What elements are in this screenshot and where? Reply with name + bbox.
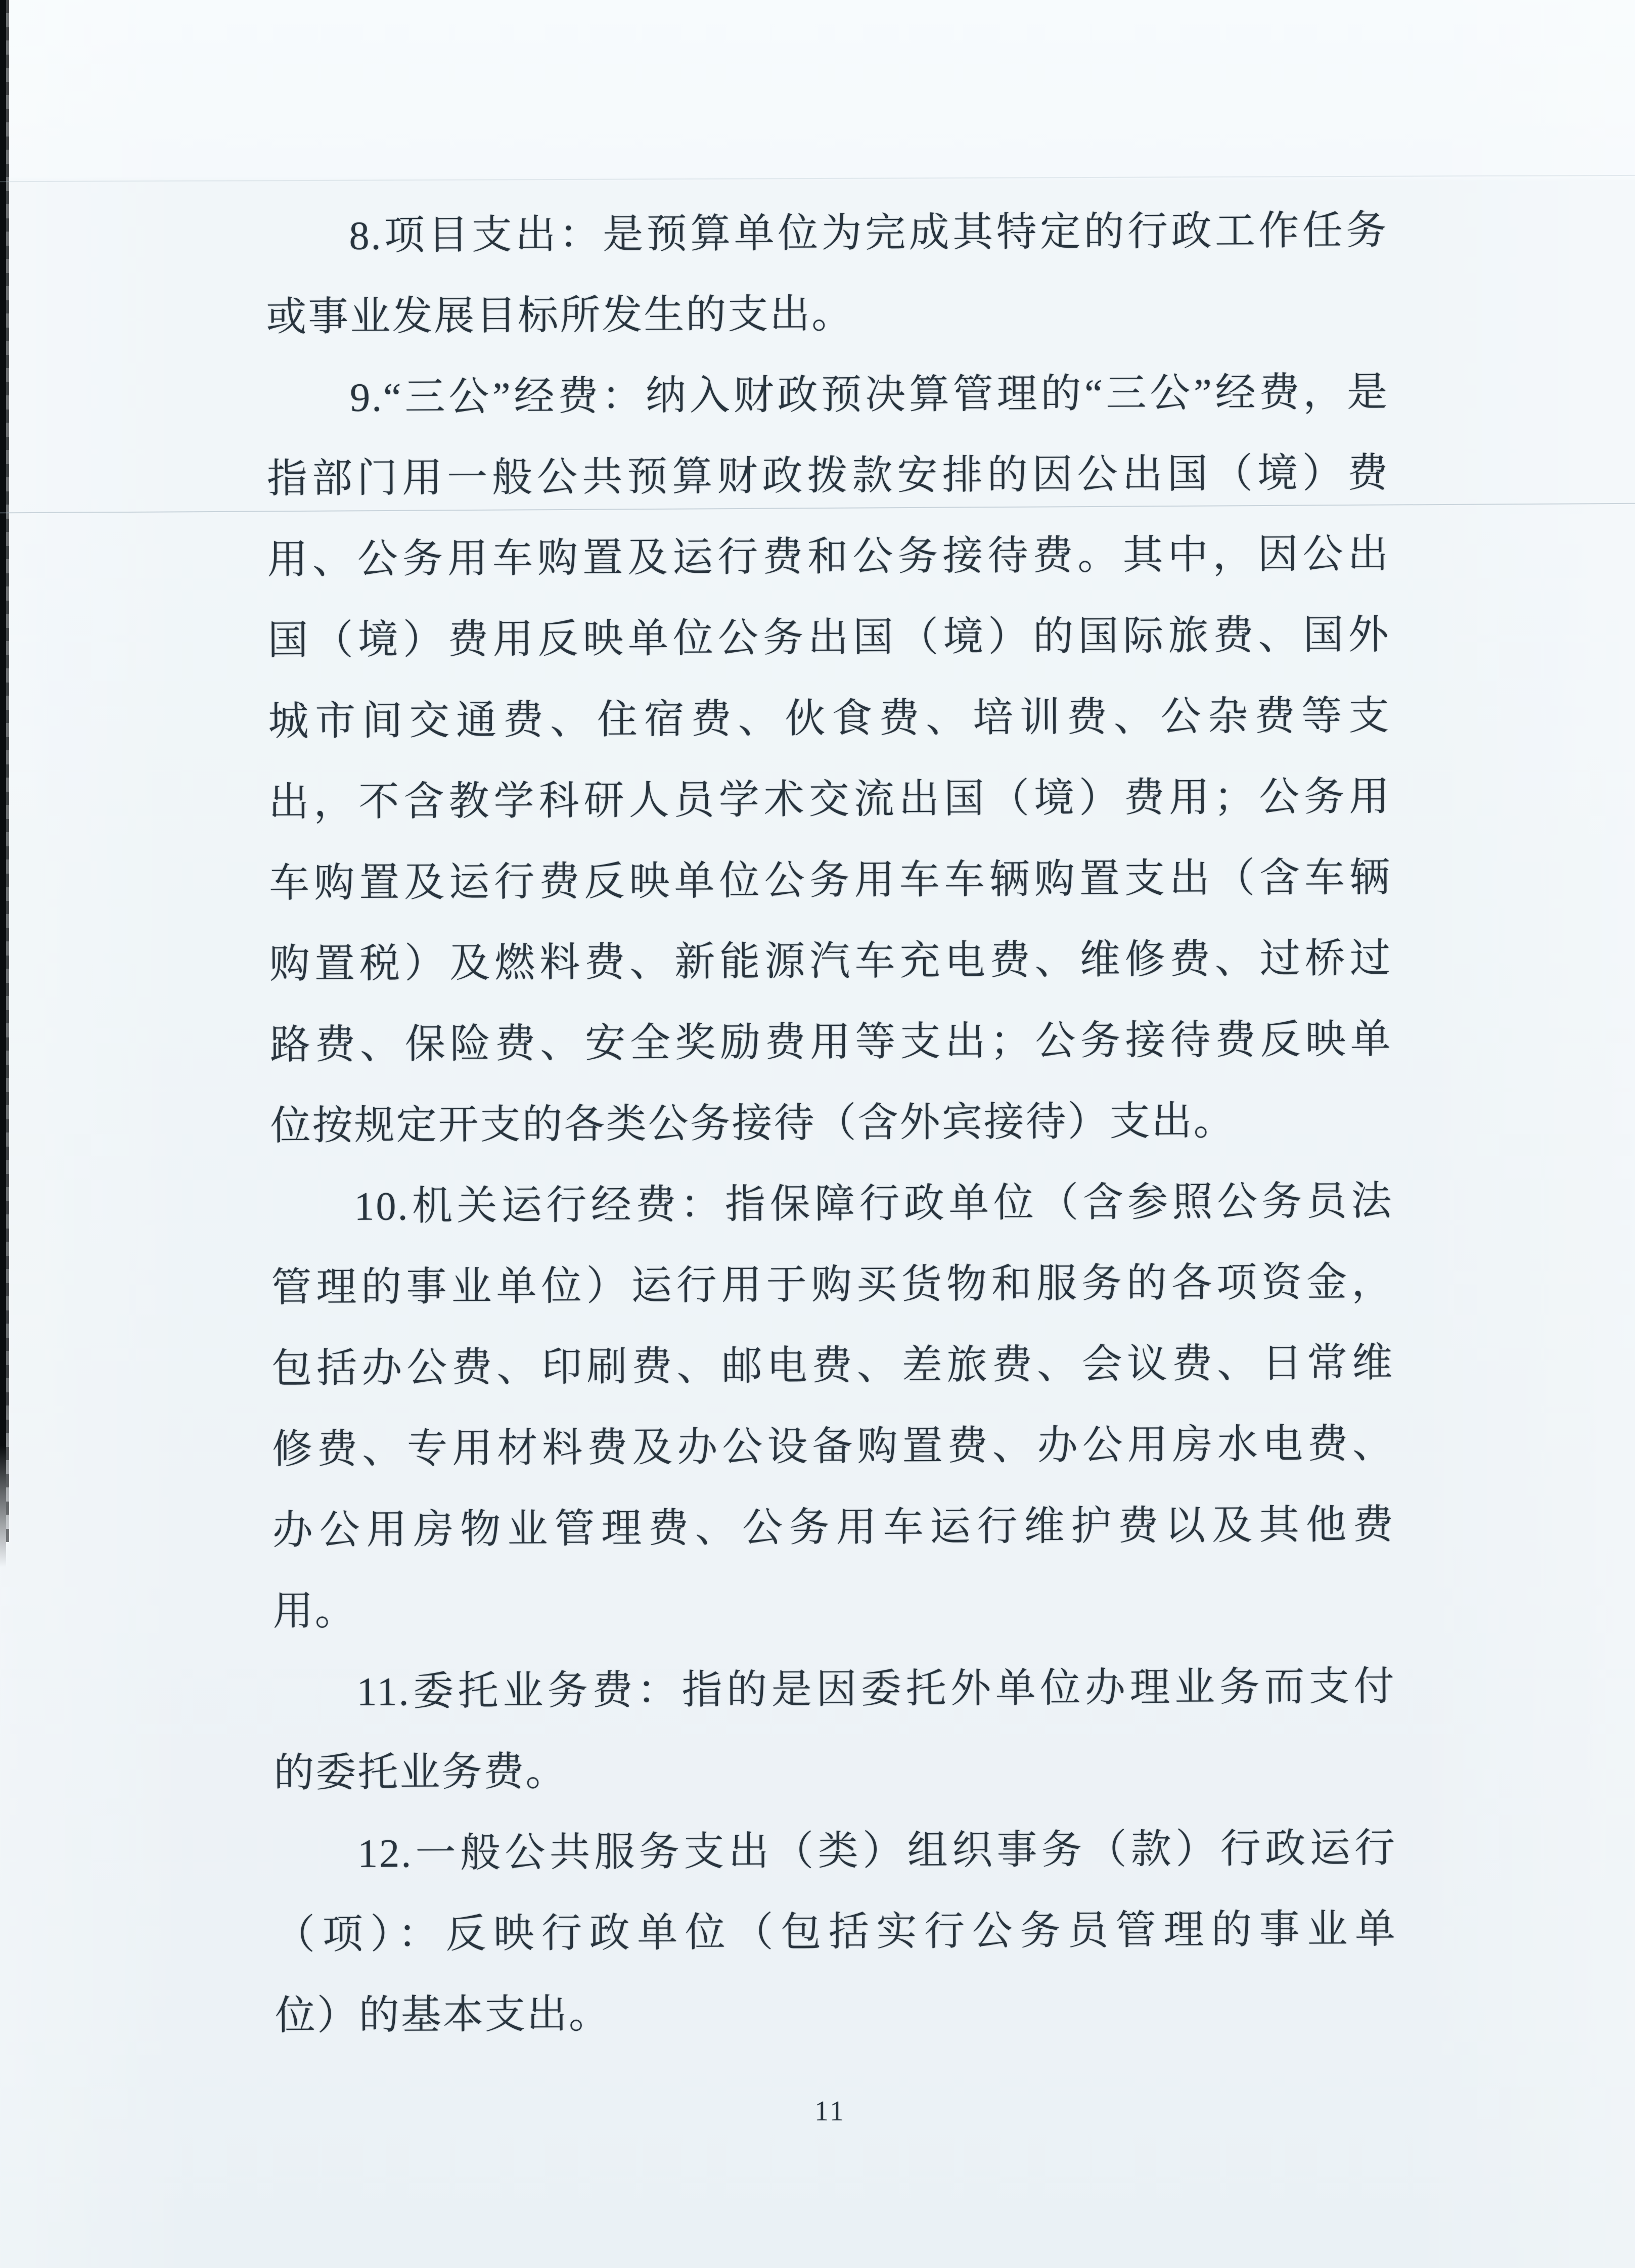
paragraph-line: 或事业发展目标所发生的支出。: [266, 292, 854, 340]
scan-crease-line: [0, 175, 1635, 183]
paragraph-line: 购置税）及燃料费、新能源汽车充电费、维修费、过桥过: [269, 936, 1392, 987]
paragraph-line: 用、公务用车购置及运行费和公务接待费。其中，因公出: [267, 532, 1390, 582]
paragraph-line: 指部门用一般公共预算财政拨款安排的因公出国（境）费: [266, 451, 1390, 502]
paragraph-line: 办公用房物业管理费、公务用车运行维护费以及其他费: [272, 1503, 1395, 1553]
paragraph-line: 包括办公费、印刷费、邮电费、差旅费、会议费、日常维: [271, 1341, 1394, 1391]
paragraph-line: 11.委托业务费：指的是因委托外单位办理业务而支付: [356, 1664, 1396, 1714]
paragraph-line: 国（境）费用反映单位公务出国（境）的国际旅费、国外: [267, 613, 1390, 663]
paragraph-line: 城市间交通费、住宿费、伙食费、培训费、公杂费等支: [268, 694, 1391, 744]
paragraph-line: 修费、专用材料费及办公设备购置费、办公用房水电费、: [271, 1422, 1395, 1472]
paragraph-line: 出，不含教学科研人员学术交流出国（境）费用；公务用: [268, 775, 1391, 825]
paragraph-line: 路费、保险费、安全奖励费用等支出；公务接待费反映单: [269, 1017, 1393, 1068]
paragraph-line: 10.机关运行经费：指保障行政单位（含参照公务员法: [354, 1179, 1393, 1229]
paragraph-line: 车购置及运行费反映单位公务用车车辆购置支出（含车辆: [268, 855, 1392, 906]
paragraph-line: （项）：反映行政单位（包括实行公务员管理的事业单: [274, 1907, 1397, 1958]
paragraph-line: 12.一般公共服务支出（类）组织事务（款）行政运行: [357, 1826, 1397, 1876]
paragraph-line: 9.“三公”经费：纳入财政预决算管理的“三公”经费，是: [349, 370, 1389, 420]
paragraph-line: 的委托业务费。: [274, 1749, 568, 1796]
page-number: 11: [814, 2096, 846, 2127]
document-text: [265, 190, 1397, 2057]
paragraph-line: 8.项目支出：是预算单位为完成其特定的行政工作任务: [349, 208, 1388, 258]
scan-edge-artifact: [0, 0, 6, 1572]
paragraph-line: 管理的事业单位）运行用于购买货物和服务的各项资金，: [271, 1260, 1394, 1310]
paragraph-line: 位）的基本支出。: [275, 1992, 611, 2038]
paragraph-line: 位按规定开支的各类公务接待（含外宾接待）支出。: [270, 1099, 1236, 1149]
paragraph-line: 用。: [272, 1589, 357, 1634]
